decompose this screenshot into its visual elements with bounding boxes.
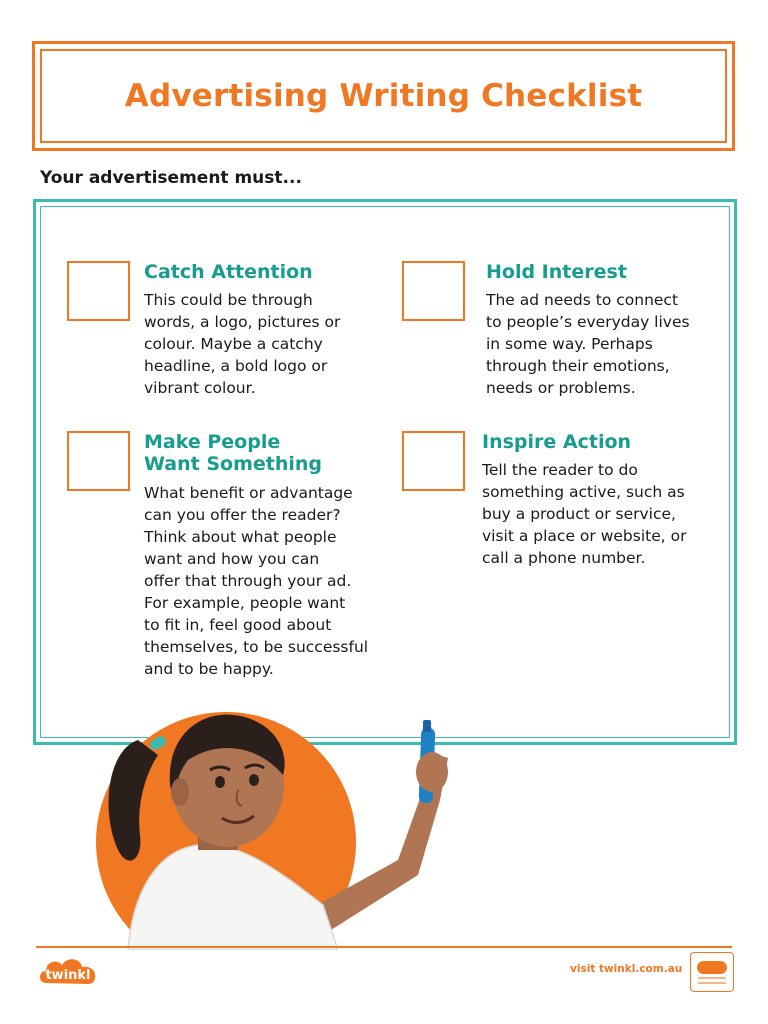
checkbox-make-people-want[interactable] [67, 431, 130, 491]
checkbox-inspire-action[interactable] [402, 431, 465, 491]
girl-writing-illustration [88, 700, 488, 950]
twinkl-logo [38, 955, 102, 989]
item-heading-inspire-action: Inspire Action [482, 431, 632, 453]
item-body-catch-attention: This could be through words, a logo, pictures or colour. Maybe a catchy headline, a bold logo or vibrant colour. [144, 291, 341, 397]
title-banner [32, 41, 735, 151]
badge-line [698, 977, 726, 979]
item-heading-make-people-want: Make People Want Something [144, 431, 322, 475]
quality-badge [690, 952, 734, 992]
checklist-panel [33, 199, 737, 745]
footer-divider [36, 946, 732, 948]
badge-line [698, 982, 726, 984]
item-heading-hold-interest: Hold Interest [486, 261, 627, 283]
checklist-panel-inner [40, 206, 730, 738]
page-title: Advertising Writing Checklist [124, 78, 643, 114]
item-body-hold-interest: The ad needs to connect to people’s everyday lives in some way. Perhaps through their emotions, needs or problems. [486, 291, 690, 397]
title-banner-inner [40, 49, 727, 143]
item-heading-catch-attention: Catch Attention [144, 261, 313, 283]
twinkl-logo-text: twinkl [45, 968, 91, 983]
twinkl-logo-cloud [38, 955, 102, 989]
checkbox-hold-interest[interactable] [402, 261, 465, 321]
checkbox-catch-attention[interactable] [67, 261, 130, 321]
intro-text: Your advertisement must... [40, 168, 302, 188]
item-body-inspire-action: Tell the reader to do something active, such as buy a product or service, visit a place or website, or call a phone number. [482, 461, 687, 567]
visit-link[interactable]: visit twinkl.com.au [570, 963, 683, 975]
item-body-make-people-want: What benefit or advantage can you offer the reader? Think about what people want and how you can offer that through your ad. For example, people want to fit in, feel good about themselves, to be successful and to be happy. [144, 484, 369, 678]
badge-cloud-icon [697, 961, 727, 974]
girl-illustration-graphic [88, 700, 488, 950]
